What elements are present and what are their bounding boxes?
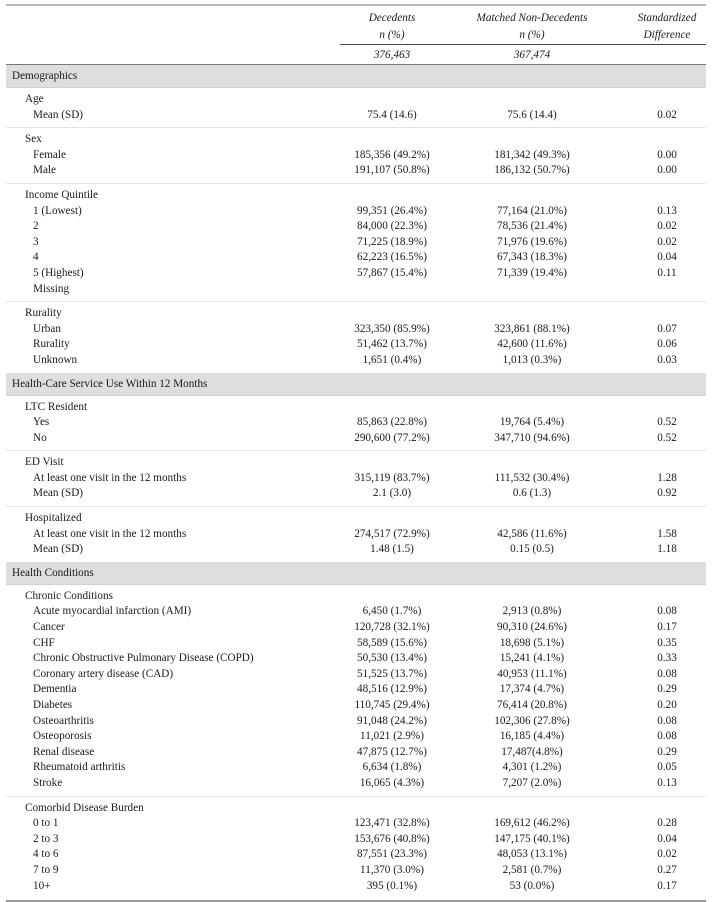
- group-label: Hospitalized: [25, 512, 82, 525]
- row-group: [6, 88, 706, 127]
- matched-value: 0.15 (0.5): [510, 543, 554, 556]
- n-matched: 367,474: [513, 49, 551, 61]
- matched-value: 16,185 (4.4%): [499, 730, 565, 743]
- header-std-diff: [628, 10, 706, 43]
- table-row: [6, 847, 706, 863]
- row-label: 10+: [33, 879, 51, 892]
- decedents-value: 120,728 (32.1%): [354, 621, 430, 634]
- row-label: Renal disease: [33, 745, 95, 758]
- decedents-value: 11,370 (3.0%): [360, 863, 424, 876]
- table-row: [6, 108, 706, 124]
- matched-value: 2,913 (0.8%): [502, 605, 562, 618]
- std-diff-value: 0.08: [657, 730, 677, 743]
- decedents-value: 1,651 (0.4%): [362, 353, 422, 366]
- row-group: [6, 797, 706, 899]
- table-row: [6, 415, 706, 431]
- matched-value: 7,207 (2.0%): [502, 776, 562, 789]
- std-diff-value: 0.02: [657, 848, 677, 861]
- row-label: Acute myocardial infarction (AMI): [33, 605, 192, 618]
- matched-value: 186,132 (50.7%): [494, 164, 570, 177]
- header-decedents-title: Decedents: [368, 12, 416, 24]
- row-label: 0 to 1: [33, 817, 59, 830]
- matched-value: 147,175 (40.1%): [494, 832, 570, 845]
- row-label: Mean (SD): [33, 543, 84, 556]
- row-label: 2 to 3: [33, 832, 59, 845]
- row-label: At least one visit in the 12 months: [33, 527, 187, 540]
- table-row: [6, 527, 706, 543]
- table-row: [6, 816, 706, 832]
- std-diff-value: 1.58: [657, 527, 677, 540]
- decedents-value: 191,107 (50.8%): [354, 164, 430, 177]
- row-label: Mean (SD): [33, 108, 84, 121]
- row-group: [6, 585, 706, 796]
- matched-value: 347,710 (94.6%): [494, 431, 570, 444]
- decedents-value: 48,516 (12.9%): [357, 683, 427, 696]
- group-label-row: [6, 455, 706, 471]
- std-diff-value: 0.20: [657, 699, 677, 711]
- group-label: ED Visit: [25, 456, 64, 469]
- matched-value: 17,374 (4.7%): [499, 683, 565, 696]
- std-diff-value: 0.04: [657, 251, 677, 264]
- std-diff-value: 0.02: [657, 220, 677, 233]
- row-label: Coronary artery disease (CAD): [33, 667, 174, 680]
- decedents-value: 6,450 (1.7%): [362, 605, 422, 618]
- matched-value: 77,164 (21.0%): [497, 204, 567, 217]
- table-row: [6, 431, 706, 447]
- row-label: Osteoarthritis: [33, 714, 94, 727]
- std-diff-value: 0.29: [657, 683, 677, 696]
- table-row: [6, 698, 706, 714]
- table-row: [6, 760, 706, 776]
- table-row: [6, 636, 706, 652]
- decedents-value: 47,875 (12.7%): [357, 745, 427, 758]
- header-matched: [462, 10, 602, 43]
- row-label: Female: [33, 148, 66, 161]
- table-row: [6, 776, 706, 792]
- row-group: [6, 396, 706, 451]
- decedents-value: 62,223 (16.5%): [357, 251, 427, 264]
- matched-value: 76,414 (20.8%): [497, 699, 567, 711]
- section-header: Health Conditions: [6, 562, 706, 585]
- header-std-diff-line2: Difference: [643, 28, 691, 41]
- group-label: Age: [25, 93, 44, 105]
- matched-value: 1,013 (0.3%): [502, 353, 562, 366]
- n-decedents: 376,463: [373, 49, 411, 61]
- group-label-row: [6, 306, 706, 322]
- matched-value: 42,586 (11.6%): [497, 527, 567, 540]
- matched-value: 111,532 (30.4%): [494, 471, 570, 484]
- table-row: [6, 729, 706, 745]
- row-label: 4: [33, 251, 39, 264]
- decedents-value: 123,471 (32.8%): [354, 817, 430, 830]
- group-label-row: [6, 132, 706, 148]
- decedents-value: 11,021 (2.9%): [360, 730, 424, 743]
- group-label: Sex: [25, 133, 42, 146]
- matched-value: 40,953 (11.1%): [497, 667, 567, 680]
- row-group: [6, 302, 706, 372]
- std-diff-value: 0.00: [657, 148, 677, 161]
- table-row: [6, 219, 706, 235]
- std-diff-value: 0.27: [657, 863, 677, 876]
- matched-value: 18,698 (5.1%): [499, 636, 565, 649]
- table-row: [6, 471, 706, 487]
- std-diff-value: 0.17: [657, 621, 677, 634]
- std-diff-value: 1.28: [657, 471, 677, 484]
- header-decedents: [340, 10, 444, 43]
- table-row: [6, 667, 706, 683]
- table-row: [6, 235, 706, 251]
- table-row: [6, 651, 706, 667]
- row-label: Mean (SD): [33, 487, 84, 500]
- matched-value: 42,600 (11.6%): [497, 338, 567, 351]
- matched-value: 15,241 (4.1%): [499, 652, 565, 665]
- decedents-value: 323,350 (85.9%): [354, 322, 430, 335]
- std-diff-value: 0.03: [657, 353, 677, 366]
- matched-value: 102,306 (27.8%): [494, 714, 570, 727]
- std-diff-value: 0.02: [657, 235, 677, 248]
- table-row: [6, 714, 706, 730]
- decedents-value: 87,551 (23.3%): [357, 848, 427, 861]
- decedents-value: 75.4 (14.6): [367, 108, 417, 121]
- group-label-row: [6, 400, 706, 416]
- table-row: [6, 353, 706, 369]
- decedents-value: 84,000 (22.3%): [357, 220, 427, 233]
- std-diff-value: 0.05: [657, 761, 677, 774]
- matched-value: 169,612 (46.2%): [494, 817, 570, 830]
- matched-value: 53 (0.0%): [509, 879, 555, 892]
- group-label-row: [6, 589, 706, 605]
- std-diff-value: 0.29: [657, 745, 677, 758]
- decedents-value: 153,676 (40.8%): [354, 832, 430, 845]
- std-diff-value: 0.35: [657, 636, 677, 649]
- row-label: CHF: [33, 636, 55, 649]
- decedents-value: 185,356 (49.2%): [354, 148, 430, 161]
- std-diff-value: 0.28: [657, 817, 677, 830]
- row-label: 1 (Lowest): [33, 204, 82, 217]
- std-diff-value: 0.33: [657, 652, 677, 665]
- matched-value: 67,343 (18.3%): [497, 251, 567, 264]
- row-group: [6, 184, 706, 301]
- decedents-value: 99,351 (26.4%): [357, 204, 427, 217]
- decedents-value: 395 (0.1%): [366, 879, 418, 892]
- table-row: [6, 266, 706, 282]
- row-label: 4 to 6: [33, 848, 59, 861]
- row-label: Chronic Obstructive Pulmonary Disease (COPD): [33, 652, 254, 665]
- std-diff-value: 0.04: [657, 832, 677, 845]
- decedents-value: 71,225 (18.9%): [357, 235, 427, 248]
- std-diff-value: 0.06: [657, 338, 677, 351]
- matched-value: 17,487(4.8%): [501, 745, 563, 758]
- table-row: [6, 148, 706, 164]
- table-row: [6, 620, 706, 636]
- decedents-value: 58,589 (15.6%): [357, 636, 427, 649]
- group-label-row: [6, 801, 706, 817]
- table-row: [6, 745, 706, 761]
- row-label: Unknown: [33, 353, 78, 366]
- row-label: 2: [33, 220, 39, 233]
- decedents-value: 2.1 (3.0): [372, 487, 412, 500]
- table-row: [6, 604, 706, 620]
- group-label: Rurality: [25, 307, 62, 320]
- table-row: [6, 682, 706, 698]
- table-row: [6, 337, 706, 353]
- decedents-value: 51,525 (13.7%): [357, 667, 427, 680]
- decedents-value: 274,517 (72.9%): [354, 527, 430, 540]
- row-label: Yes: [33, 416, 50, 429]
- row-group: [6, 507, 706, 562]
- row-label: Rheumatoid arthritis: [33, 761, 126, 774]
- matched-value: 4,301 (1.2%): [502, 761, 562, 774]
- row-label: Diabetes: [33, 699, 73, 711]
- table-body: [6, 65, 706, 898]
- matched-value: 0.6 (1.3): [512, 487, 552, 500]
- table-row: [6, 542, 706, 558]
- row-label: 3: [33, 235, 39, 248]
- decedents-value: 315,119 (83.7%): [354, 471, 430, 484]
- std-diff-value: 0.07: [657, 322, 677, 335]
- row-label: Male: [33, 164, 56, 177]
- row-label: Dementia: [33, 683, 77, 696]
- row-group: [6, 128, 706, 183]
- row-label: Cancer: [33, 621, 65, 634]
- matched-value: 75.6 (14.4): [507, 108, 557, 121]
- std-diff-value: 0.92: [657, 487, 677, 500]
- table-row: [6, 863, 706, 879]
- table-row: [6, 163, 706, 179]
- std-diff-value: 0.02: [657, 108, 677, 121]
- table-row: [6, 832, 706, 848]
- decedents-value: 6,634 (1.8%): [362, 761, 422, 774]
- decedents-value: 51,462 (13.7%): [357, 338, 427, 351]
- group-label: Income Quintile: [25, 188, 99, 201]
- table-header: [6, 6, 706, 64]
- matched-value: 19,764 (5.4%): [499, 416, 565, 429]
- std-diff-value: 0.13: [657, 204, 677, 217]
- std-diff-value: 0.08: [657, 605, 677, 618]
- matched-value: 71,339 (19.4%): [497, 266, 567, 279]
- table-row: [6, 282, 706, 298]
- decedents-value: 50,530 (13.4%): [357, 652, 427, 665]
- row-label: 7 to 9: [33, 863, 59, 876]
- std-diff-value: 0.08: [657, 714, 677, 727]
- group-label-row: [6, 92, 706, 108]
- table-row: [6, 486, 706, 502]
- table-row: [6, 204, 706, 220]
- header-decedents-unit: n (%): [379, 28, 405, 41]
- row-label: 5 (Highest): [33, 266, 84, 279]
- group-label: LTC Resident: [25, 400, 88, 413]
- decedents-value: 290,600 (77.2%): [354, 431, 430, 444]
- std-diff-value: 0.13: [657, 776, 677, 789]
- row-group: [6, 451, 706, 506]
- matched-value: 71,976 (19.6%): [497, 235, 567, 248]
- matched-value: 323,861 (88.1%): [494, 322, 570, 335]
- row-label: Rurality: [33, 338, 70, 351]
- group-label: Comorbid Disease Burden: [25, 801, 144, 814]
- decedents-value: 85,863 (22.8%): [357, 416, 427, 429]
- row-label: Urban: [33, 322, 61, 335]
- std-diff-value: 0.00: [657, 164, 677, 177]
- header-rule: [340, 44, 706, 45]
- row-label: At least one visit in the 12 months: [33, 471, 187, 484]
- matched-value: 90,310 (24.6%): [497, 621, 567, 634]
- header-matched-unit: n (%): [519, 28, 545, 41]
- decedents-value: 16,065 (4.3%): [359, 776, 425, 789]
- matched-value: 181,342 (49.3%): [494, 148, 570, 161]
- decedents-value: 110,745 (29.4%): [354, 699, 430, 711]
- table-row: [6, 250, 706, 266]
- characteristics-table: [6, 4, 706, 902]
- matched-value: 48,053 (13.1%): [497, 848, 567, 861]
- std-diff-value: 0.11: [657, 266, 677, 279]
- group-label: Chronic Conditions: [25, 589, 113, 602]
- std-diff-value: 0.52: [657, 431, 677, 444]
- std-diff-value: 0.08: [657, 667, 677, 680]
- row-label: Stroke: [33, 776, 63, 789]
- table-row: [6, 322, 706, 338]
- row-label: Missing: [33, 282, 70, 295]
- matched-value: 2,581 (0.7%): [502, 863, 562, 876]
- decedents-value: 57,867 (15.4%): [357, 266, 427, 279]
- decedents-value: 1.48 (1.5): [370, 543, 414, 556]
- section-header: Health-Care Service Use Within 12 Months: [6, 373, 706, 396]
- row-label: Osteoporosis: [33, 730, 92, 743]
- group-label-row: [6, 188, 706, 204]
- group-label-row: [6, 511, 706, 527]
- std-diff-value: 0.17: [657, 879, 677, 892]
- std-diff-value: 0.52: [657, 416, 677, 429]
- header-std-diff-line1: Standardized: [637, 12, 697, 24]
- decedents-value: 91,048 (24.2%): [357, 714, 427, 727]
- section-header: Demographics: [6, 65, 706, 88]
- matched-value: 78,536 (21.4%): [497, 220, 567, 233]
- row-label: No: [33, 431, 47, 444]
- table-row: [6, 879, 706, 895]
- std-diff-value: 1.18: [657, 543, 677, 556]
- header-matched-title: Matched Non-Decedents: [476, 12, 588, 24]
